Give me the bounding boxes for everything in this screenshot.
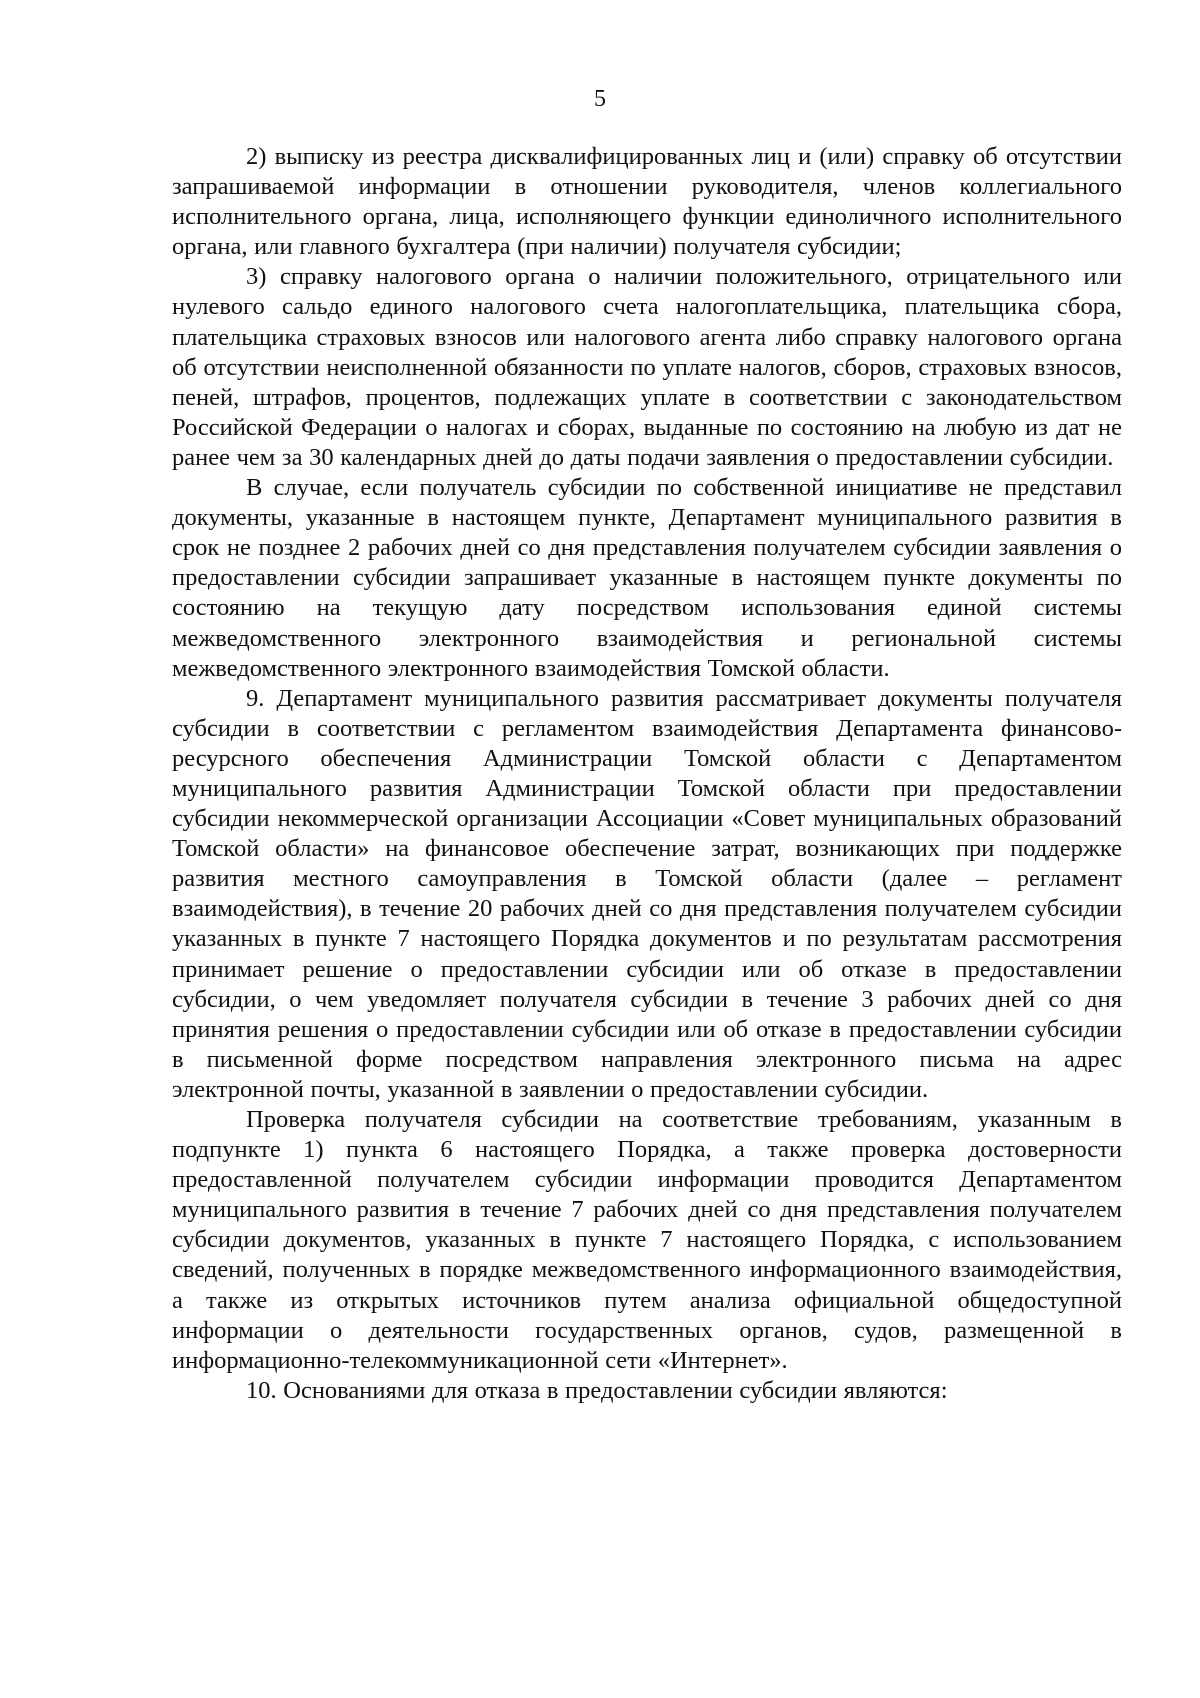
paragraph-10-refusal-grounds: 10. Основаниями для отказа в предоставлении субсидии являются: [246,1376,948,1404]
paragraph-item-2-extract: 2) выписку из реестра дисквалифицированных лиц и (или) справку об отсутствии запрашиваемой информации в отношении руководителя, членов коллегиального исполнительного органа, лица, исполняющего функции единоличного исполнительного органа, или главного бухгалтера (при наличии) получателя субсидии; [172,143,1122,261]
paragraph-interagency-request: В случае, если получатель субсидии по собственной инициативе не представил документы, указанные в настоящем пункте, Департамент муниципального развития в срок не позднее 2 рабочих дней со дня представления получателем субсидии заявления о предоставлении субсидии запрашивает указанные в настоящем пункте документы по состоянию на текущую дату посредством использования единой системы межведомственного электронного взаимодействия и региональной системы межведомственного электронного взаимодействия Томской области. [172,474,1122,682]
paragraph-item-3-tax-certificate: 3) справку налогового органа о наличии положительного, отрицательного или нулевого сальдо единого налогового счета налогоплательщика, плательщика сбора, плательщика страховых взносов или налогового агента либо справку налогового органа об отсутствии неисполненной обязанности по уплате налогов, сборов, страховых взносов, пеней, штрафов, процентов, подлежащих уплате в соответствии с законодательством Российской Федерации о налогах и сборах, выданные по состоянию на любую из дат не ранее чем за 30 календарных дней до даты подачи заявления о предоставлении субсидии. [172,263,1122,471]
document-body [172,142,1122,1406]
paragraph-verification: Проверка получателя субсидии на соответствие требованиям, указанным в подпункте 1) пункта 6 настоящего Порядка, а также проверка достоверности предоставленной получателем субсидии информации проводится Департаментом муниципального развития в течение 7 рабочих дней со дня представления получателем субсидии документов, указанных в пункте 7 настоящего Порядка, с использованием сведений, полученных в порядке межведомственного информационного взаимодействия, а также из открытых источников путем анализа официальной общедоступной информации о деятельности государственных органов, судов, размещенной в информационно-телекоммуникационной сети «Интернет». [172,1106,1122,1374]
paragraph-9-review: 9. Департамент муниципального развития рассматривает документы получателя субсидии в соответствии с регламентом взаимодействия Департамента финансово-ресурсного обеспечения Администрации Томской области с Департаментом муниципального развития Администрации Томской области при предоставлении субсидии некоммерческой организации Ассоциации «Совет муниципальных образований Томской области» на финансовое обеспечение затрат, возникающих при поддержке развития местного самоуправления в Томской области (далее – регламент взаимодействия), в течение 20 рабочих дней со дня представления получателем субсидии указанных в пункте 7 настоящего Порядка документов и по результатам рассмотрения принимает решение о предоставлении субсидии или об отказе в предоставлении субсидии, о чем уведомляет получателя субсидии в течение 3 рабочих дней со дня принятия решения о предоставлении субсидии или об отказе в предоставлении субсидии в письменной форме посредством направления электронного письма на адрес электронной почты, указанной в заявлении о предоставлении субсидии. [172,684,1122,1103]
page-number: 5 [594,86,606,112]
